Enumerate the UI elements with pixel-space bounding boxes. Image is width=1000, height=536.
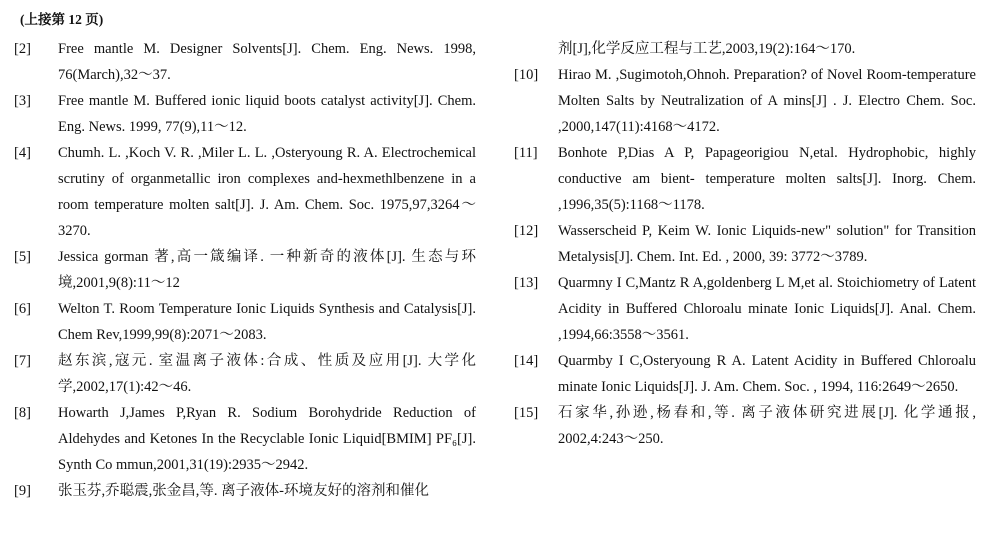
reference-text: Hirao M. ,Sugimotoh,Ohnoh. Preparation? of Novel Room-temperature Molten Salts by Neutralization of A mins[J] . J. Electro Chem. Soc. ,2000,147(11):4168～4172. <box>558 67 976 135</box>
reference-text: Jessica gorman 著,高一箴编译. 一种新奇的液体[J]. 生态与环境,2001,9(8):11～12 <box>58 249 476 291</box>
reference-item <box>514 140 976 218</box>
reference-item <box>14 400 476 478</box>
reference-item <box>14 296 476 348</box>
reference-item <box>514 62 976 140</box>
reference-item <box>14 88 476 140</box>
reference-item <box>514 218 976 270</box>
reference-number: [15] <box>514 405 539 421</box>
reference-number: [14] <box>514 353 539 369</box>
reference-number: [9] <box>14 483 31 499</box>
reference-number: [8] <box>14 405 31 421</box>
reference-number: [10] <box>514 67 539 83</box>
reference-item <box>14 478 476 504</box>
reference-item <box>514 400 976 452</box>
reference-number: [3] <box>14 93 31 109</box>
reference-text: Howarth J,James P,Ryan R. Sodium Borohydride Reduction of Aldehydes and Ketones In the Recyclable Ionic Liquid[BMIM] PF₆[J]. Synth Co mmun,2001,31(19):2935～2942. <box>58 405 476 473</box>
reference-number: [4] <box>14 145 31 161</box>
reference-item <box>14 244 476 296</box>
reference-number: [12] <box>514 223 539 239</box>
reference-item-continued <box>514 36 976 62</box>
reference-text: Quarmby I C,Osteryoung R A. Latent Acidity in Buffered Chloroalu minate Ionic Liquids[J]. J. Am. Chem. Soc. , 1994, 116:2649～2650. <box>558 353 976 395</box>
reference-text: 剂[J],化学反应工程与工艺,2003,19(2):164～170. <box>558 41 856 57</box>
reference-text: Free mantle M. Designer Solvents[J]. Chem. Eng. News. 1998, 76(March),32～37. <box>58 41 476 83</box>
reference-text: Quarmny I C,Mantz R A,goldenberg L M,et al. Stoichiometry of Latent Acidity in Buffered Chloroalu minate Ionic Liquids[J]. Anal. Chem. ,1994,66:3558～3561. <box>558 275 976 343</box>
reference-text: Welton T. Room Temperature Ionic Liquids Synthesis and Catalysis[J]. Chem Rev,1999,99(8):2071～2083. <box>58 301 476 343</box>
reference-text: Bonhote P,Dias A P, Papageorigiou N,etal. Hydrophobic, highly conductive am bient- temperature molten salts[J]. Inorg. Chem. ,1996,35(5):1168～1178. <box>558 145 976 213</box>
reference-number: [11] <box>514 145 538 161</box>
reference-number: [2] <box>14 41 31 57</box>
reference-item <box>514 270 976 348</box>
reference-item <box>14 36 476 88</box>
reference-item <box>14 348 476 400</box>
reference-number: [5] <box>14 249 31 265</box>
reference-text: Wasserscheid P, Keim W. Ionic Liquids-new" solution" for Transition Metalysis[J]. Chem. Int. Ed. , 2000, 39: 3772～3789. <box>558 223 976 265</box>
reference-list-left <box>14 36 476 504</box>
reference-number: [13] <box>514 275 539 291</box>
reference-list-right <box>514 36 976 452</box>
reference-number: [6] <box>14 301 31 317</box>
reference-text: 赵东滨,寇元. 室温离子液体:合成、性质及应用[J]. 大学化学,2002,17(1):42～46. <box>58 353 476 395</box>
continued-note: (上接第 12 页) <box>20 12 104 27</box>
reference-item <box>14 140 476 244</box>
reference-item <box>514 348 976 400</box>
reference-number: [7] <box>14 353 31 369</box>
reference-text: Chumh. L. ,Koch V. R. ,Miler L. L. ,Osteryoung R. A. Electrochemical scrutiny of organmetallic iron complexes and-hexmethlbenzene in a room temperature molten salt[J]. J. Am. Chem. Soc. 1975,97,3264～3270. <box>58 145 476 239</box>
reference-text: 石家华,孙逊,杨春和,等. 离子液体研究进展[J]. 化学通报, 2002,4:243～250. <box>558 405 976 447</box>
reference-text: 张玉芬,乔聪震,张金昌,等. 离子液体-环境友好的溶剂和催化 <box>58 483 429 499</box>
reference-text: Free mantle M. Buffered ionic liquid boots catalyst activity[J]. Chem. Eng. News. 1999, 77(9),11～12. <box>58 93 476 135</box>
